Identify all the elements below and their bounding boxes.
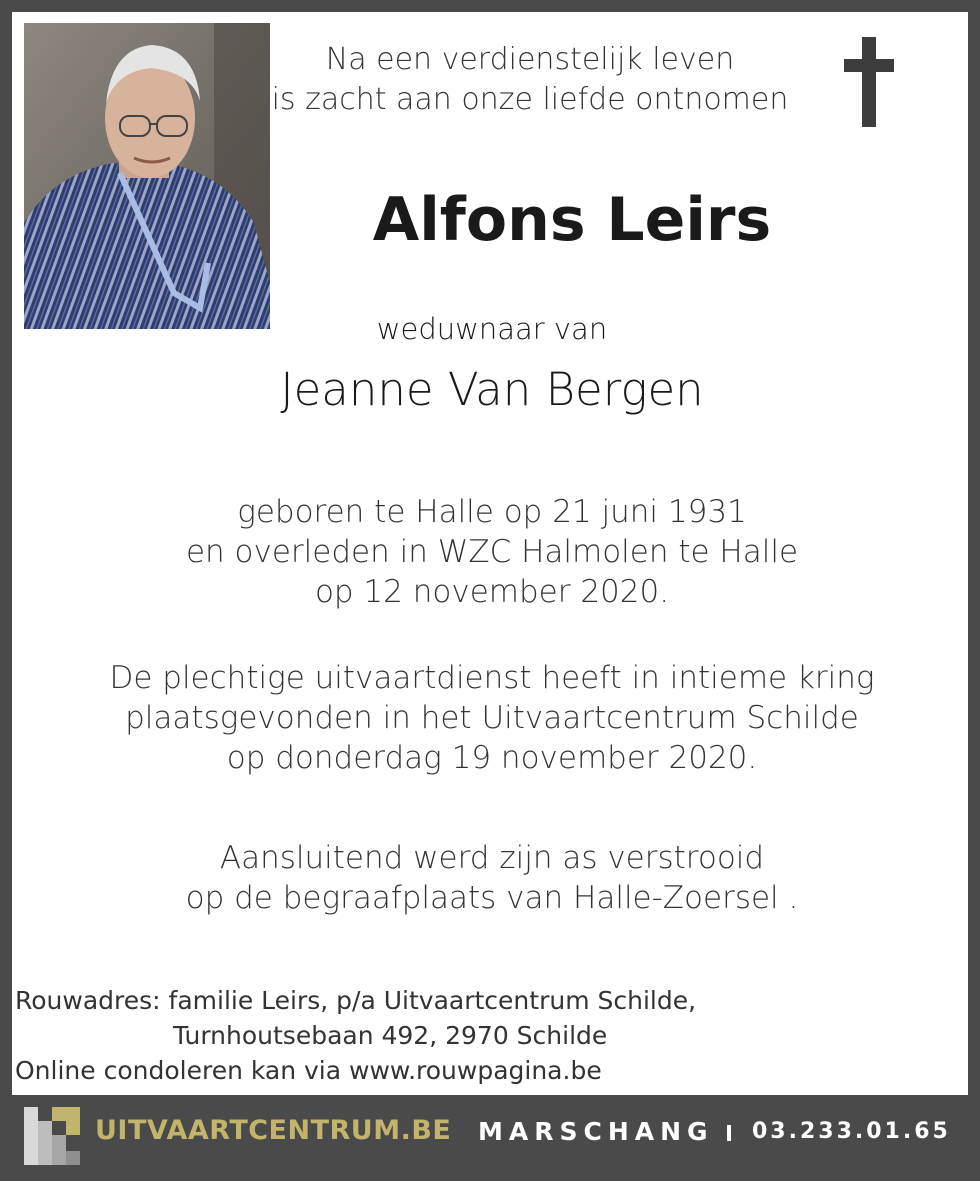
cross-icon [844, 37, 894, 127]
service-line: plaatsgevonden in het Uitvaartcentrum Schilde [125, 700, 859, 736]
ashes-line: op de begraafplaats van Halle-Zoersel . [185, 880, 799, 916]
obituary-card [12, 12, 968, 1095]
address-block [15, 983, 915, 1088]
footer-bar [0, 1095, 980, 1181]
address-line: Turnhoutsebaan 492, 2970 Schilde [173, 1021, 608, 1050]
separator [727, 1125, 731, 1141]
firm-name: MARSCHANG [478, 1117, 714, 1146]
phone-number: 03.233.01.65 [752, 1119, 951, 1144]
intro-text [260, 40, 800, 120]
birth-death-line: geboren te Halle op 21 juni 1931 [237, 494, 747, 530]
service-line: op donderdag 19 november 2020. [226, 740, 758, 776]
deceased-name: Alfons Leirs [372, 185, 772, 255]
birth-death-line: en overleden in WZC Halmolen te Halle [185, 534, 799, 570]
online-condolence-line: Online condoleren kan via www.rouwpagina.be [15, 1056, 602, 1085]
brand-name: UITVAARTCENTRUM.BE [95, 1115, 452, 1146]
partner-name: Jeanne Van Bergen [280, 363, 704, 416]
portrait-photo [24, 23, 270, 329]
service-line: De plechtige uitvaartdienst heeft in intieme kring [109, 660, 875, 696]
intro-line: Na een verdienstelijk leven [325, 42, 735, 77]
service-text [92, 658, 892, 778]
ashes-line: Aansluitend werd zijn as verstrooid [219, 840, 765, 876]
birth-death-line: op 12 november 2020. [314, 574, 670, 610]
uitvaartcentrum-logo-icon [24, 1107, 82, 1165]
ashes-text [142, 838, 842, 918]
intro-line: is zacht aan onze liefde ontnomen [271, 82, 789, 117]
relation-label: weduwnaar van [376, 312, 608, 346]
birth-death-text [142, 492, 842, 612]
address-line: Rouwadres: familie Leirs, p/a Uitvaartcentrum Schilde, [15, 986, 697, 1015]
